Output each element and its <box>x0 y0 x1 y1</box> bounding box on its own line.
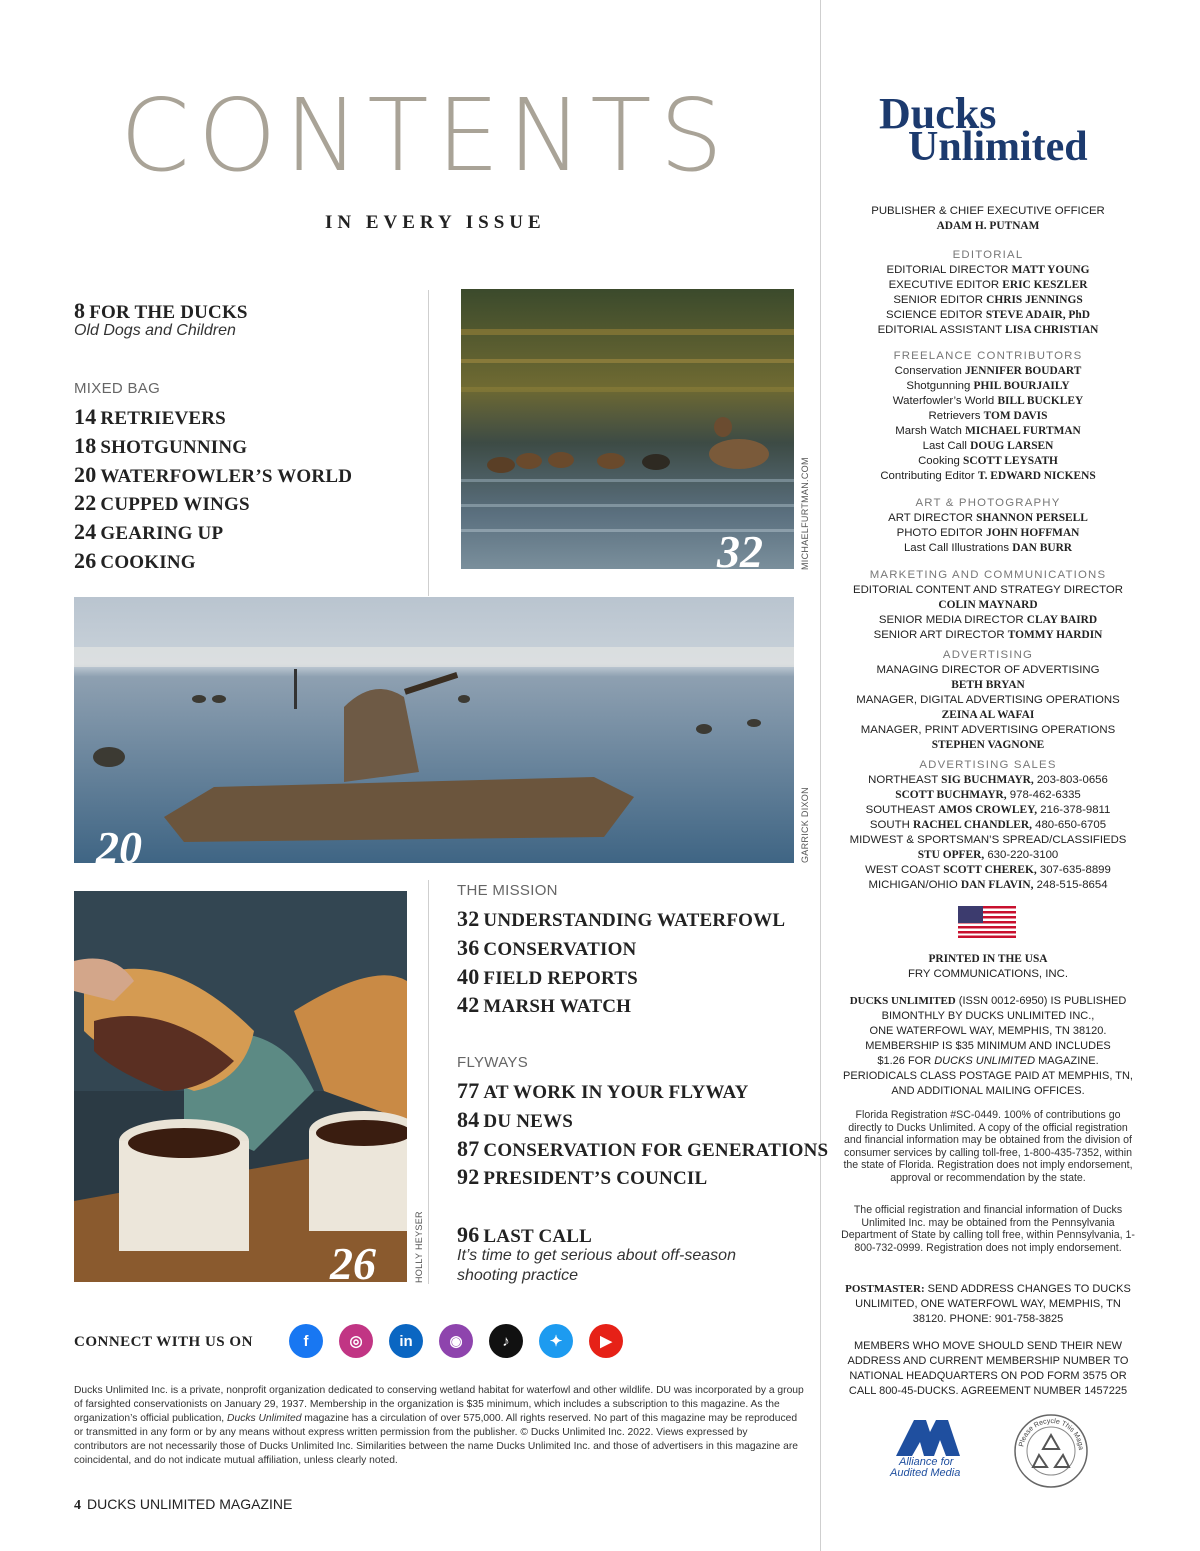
masthead-name: MATT YOUNG <box>1011 264 1090 276</box>
pub-line: AND ADDITIONAL MAILING OFFICES. <box>891 1085 1085 1097</box>
toc-page-number: 92 <box>457 1164 480 1190</box>
toc-title: SHOTGUNNING <box>100 436 248 458</box>
pub-line: $1.26 FOR <box>877 1055 935 1067</box>
photo-credit: HOLLY HEYSER <box>414 1211 424 1283</box>
members-notice: MEMBERS WHO MOVE SHOULD SEND THEIR NEW ADDRESS AND CURRENT MEMBERSHIP NUMBER TO NATIONAL HEADQUARTERS ON POD FORM 3575 OR CALL 800-45-DUCKS. AGREEMENT NUMBER 1457225 <box>847 1340 1129 1397</box>
masthead-role: PHOTO EDITOR <box>896 527 987 539</box>
postmaster-notice <box>838 1282 1138 1327</box>
toc-item[interactable] <box>457 1078 749 1104</box>
toc-title: COOKING <box>100 552 196 573</box>
photo-page-number: 26 <box>330 1238 376 1282</box>
masthead-role: MANAGER, DIGITAL ADVERTISING OPERATIONS <box>856 694 1120 706</box>
toc-item[interactable] <box>457 1136 828 1162</box>
masthead-role: SENIOR ART DIRECTOR <box>873 629 1008 641</box>
masthead-entry <box>838 424 1138 439</box>
sales-name: SCOTT CHEREK, <box>943 864 1037 876</box>
toc-item[interactable] <box>74 404 226 430</box>
recycle-text: Please Recycle This Maga <box>1018 1417 1085 1451</box>
masthead-entry <box>838 409 1138 424</box>
instagram-icon[interactable]: ◎ <box>339 1324 373 1358</box>
tiktok-icon[interactable]: ♪ <box>489 1324 523 1358</box>
masthead-heading: EDITORIAL <box>952 249 1024 261</box>
toc-subtitle: Old Dogs and Children <box>74 322 236 339</box>
sales-name: STU OPFER, <box>917 849 985 861</box>
masthead-name: BETH BRYAN <box>951 679 1025 691</box>
masthead-name: ZEINA AL WAFAI <box>941 709 1035 721</box>
twitter-icon[interactable]: ✦ <box>539 1324 573 1358</box>
toc-page-number: 24 <box>74 519 97 545</box>
folio-label: DUCKS UNLIMITED MAGAZINE <box>87 1496 293 1512</box>
toc-page-number: 36 <box>457 934 480 960</box>
photo-credit: GARRICK DIXON <box>800 787 810 863</box>
sales-phone: 978-462-6335 <box>1006 789 1081 801</box>
masthead-role: EDITORIAL DIRECTOR <box>886 264 1012 276</box>
masthead-name: DAN BURR <box>1012 542 1073 554</box>
masthead-role: Last Call <box>922 440 971 452</box>
masthead-role: EXECUTIVE EDITOR <box>888 279 1003 291</box>
sales-region: SOUTHEAST <box>865 804 939 816</box>
masthead-editorial <box>838 248 1138 338</box>
toc-page-number: 96 <box>457 1222 480 1247</box>
sales-region: WEST COAST <box>865 864 944 876</box>
masthead-heading: ADVERTISING SALES <box>919 759 1057 771</box>
linkedin-icon[interactable]: in <box>389 1324 423 1358</box>
section-label-the-mission: THE MISSION <box>457 882 558 899</box>
masthead-publisher <box>838 204 1138 234</box>
masthead-entry <box>838 526 1138 541</box>
toc-title: CUPPED WINGS <box>100 494 250 516</box>
toc-item[interactable] <box>457 1107 573 1133</box>
photo-credit: MICHAELFURTMAN.COM <box>800 457 810 570</box>
toc-title: LAST CALL <box>483 1226 593 1247</box>
toc-page-number: 26 <box>74 548 97 573</box>
sales-phone: 307-635-8899 <box>1036 864 1111 876</box>
toc-title: PRESIDENT’S COUNCIL <box>483 1168 708 1190</box>
toc-title: CONSERVATION <box>483 938 637 960</box>
toc-subtitle: It’s time to get serious about off-season <box>457 1247 736 1264</box>
toc-item[interactable] <box>74 548 196 574</box>
masthead-role: Contributing Editor <box>880 470 978 482</box>
masthead-entry <box>838 628 1138 643</box>
sales-name: DAN FLAVIN, <box>960 879 1034 891</box>
page-folio <box>74 1496 292 1514</box>
masthead-role: Marsh Watch <box>895 425 966 437</box>
pennsylvania-registration: The official registration and financial information of Ducks Unlimited Inc. may be obtained from the Pennsylvania Department of State by calling toll free, within Pennsylvania, 1-800-732-0999. Registration does not imply endorsement. <box>841 1204 1135 1254</box>
toc-item[interactable] <box>457 906 785 932</box>
masthead-name: STEPHEN VAGNONE <box>931 739 1045 751</box>
recycle-seal-icon <box>1013 1413 1089 1489</box>
pub-line: MEMBERSHIP IS $35 MINIMUM AND INCLUDES <box>865 1040 1111 1052</box>
podcast-icon[interactable]: ◉ <box>439 1324 473 1358</box>
toc-title: MARSH WATCH <box>483 996 632 1018</box>
masthead-freelance <box>838 349 1138 484</box>
masthead-role: SCIENCE EDITOR <box>886 309 986 321</box>
toc-title: AT WORK IN YOUR FLYWAY <box>483 1082 749 1103</box>
masthead-entry <box>838 541 1138 556</box>
toc-page-number: 77 <box>457 1078 480 1103</box>
folio-number: 4 <box>74 1498 81 1513</box>
du-logo-line1: Ducks <box>879 89 997 138</box>
masthead-heading: MARKETING AND COMMUNICATIONS <box>869 569 1107 581</box>
toc-page-number: 84 <box>457 1106 480 1132</box>
masthead-name: JENNIFER BOUDART <box>964 365 1082 377</box>
toc-page-number: 20 <box>74 461 97 487</box>
masthead-role: SENIOR EDITOR <box>893 294 987 306</box>
masthead-entry <box>838 308 1138 323</box>
photo-page-number: 20 <box>96 822 142 863</box>
toc-item[interactable] <box>74 519 223 545</box>
masthead-sales <box>838 758 1138 893</box>
toc-page-number: 40 <box>457 963 480 989</box>
postmaster-text: SEND ADDRESS CHANGES TO DUCKS UNLIMITED, ONE WATERFOWL WAY, MEMPHIS, TN 38120. PHONE: 901-758-3825 <box>855 1283 1131 1325</box>
sales-region: NORTHEAST <box>868 774 942 786</box>
masthead-entry <box>838 454 1138 469</box>
sales-phone: 216-378-9811 <box>1037 804 1111 816</box>
masthead-name: ADAM H. PUTNAM <box>936 220 1040 232</box>
masthead-role: EDITORIAL ASSISTANT <box>877 324 1006 336</box>
masthead-entry <box>838 323 1138 338</box>
masthead-name: STEVE ADAIR, PhD <box>985 309 1090 321</box>
masthead-name: TOMMY HARDIN <box>1007 629 1103 641</box>
aam-text-line2: Audited Media <box>890 1467 961 1479</box>
toc-item[interactable] <box>457 992 631 1018</box>
masthead-name: BILL BUCKLEY <box>997 395 1084 407</box>
masthead-name: SHANNON PERSELL <box>976 512 1088 524</box>
printed-info <box>838 952 1138 982</box>
sales-entry <box>838 803 1138 818</box>
masthead-advertising <box>838 648 1138 753</box>
masthead-role: Cooking <box>918 455 964 467</box>
masthead-name: CHRIS JENNINGS <box>986 294 1083 306</box>
toc-page-number: 42 <box>457 992 480 1018</box>
aam-logo-icon <box>896 1420 960 1456</box>
toc-page-number: 22 <box>74 490 97 516</box>
sales-entry <box>838 788 1138 803</box>
masthead-role: SENIOR MEDIA DIRECTOR <box>878 614 1027 626</box>
publication-statement <box>838 994 1138 1099</box>
sales-phone: 630-220-3100 <box>984 849 1059 861</box>
masthead-heading: ART & PHOTOGRAPHY <box>915 497 1061 509</box>
legal-notice <box>74 1384 804 1468</box>
masthead-heading: ADVERTISING <box>942 649 1034 661</box>
legal-text: magazine has a circulation of over 575,000. All rights reserved. No part of this magazine may be reproduced or transmitted in any form or by any means without express written permission from the publisher. © Ducks Unlimited Inc. 2022. Views expressed by contributors are not necessarily those of Ducks Unlimited Inc. Similarities between the name Ducks Unlimited Inc. and those of advertisers in this magazine are coincidental, and do not indicate mutual affiliation, unless clearly noted. <box>74 1413 798 1466</box>
toc-title: GEARING UP <box>100 523 224 545</box>
sales-entry <box>838 863 1138 878</box>
toc-item-for-the-ducks[interactable] <box>74 298 248 324</box>
toc-subtitle: shooting practice <box>457 1267 578 1284</box>
masthead-name: JOHN HOFFMAN <box>986 527 1080 539</box>
masthead-name: SCOTT LEYSATH <box>963 455 1058 467</box>
toc-divider <box>428 880 429 1284</box>
masthead-role: PUBLISHER & CHIEF EXECUTIVE OFFICER <box>871 205 1105 217</box>
sales-name: SCOTT BUCHMAYR, <box>895 789 1007 801</box>
sales-entry <box>838 773 1138 788</box>
toc-title: FIELD REPORTS <box>483 967 638 989</box>
masthead-name: TOM DAVIS <box>983 410 1048 422</box>
youtube-icon[interactable]: ▶ <box>589 1324 623 1358</box>
toc-page-number: 32 <box>457 906 480 931</box>
toc-page-number: 87 <box>457 1135 480 1161</box>
toc-title: UNDERSTANDING WATERFOWL <box>483 910 786 931</box>
masthead-role: Waterfowler’s World <box>892 395 998 407</box>
masthead-entry <box>838 511 1138 526</box>
pub-line: ONE WATERFOWL WAY, MEMPHIS, TN 38120. <box>869 1025 1107 1037</box>
section-subtitle: IN EVERY ISSUE <box>325 212 546 233</box>
masthead-role: Last Call Illustrations <box>903 542 1013 554</box>
masthead-entry <box>838 364 1138 379</box>
masthead-marketing <box>838 568 1138 643</box>
sales-entry <box>838 878 1138 893</box>
du-logo-line2: Unlimited <box>908 124 1088 170</box>
toc-item[interactable] <box>457 964 638 990</box>
masthead-name: PHIL BOURJAILY <box>973 380 1070 392</box>
section-label-flyways: FLYWAYS <box>457 1054 528 1071</box>
masthead-role: ART DIRECTOR <box>888 512 977 524</box>
toc-divider <box>428 290 429 596</box>
masthead-role: EDITORIAL CONTENT AND STRATEGY DIRECTOR <box>852 584 1124 596</box>
sales-name: RACHEL CHANDLER, <box>912 819 1032 831</box>
pub-emphasis: DUCKS UNLIMITED <box>934 1055 1036 1067</box>
pub-name: DUCKS UNLIMITED <box>849 995 956 1007</box>
section-label-mixed-bag: MIXED BAG <box>74 380 161 397</box>
masthead-entry <box>838 469 1138 484</box>
sales-name: SIG BUCHMAYR, <box>941 774 1034 786</box>
hunter-photo <box>74 597 794 863</box>
masthead-role: MANAGER, PRINT ADVERTISING OPERATIONS <box>860 724 1116 736</box>
masthead-heading: FREELANCE CONTRIBUTORS <box>893 350 1083 362</box>
masthead-entry <box>838 379 1138 394</box>
sales-entry <box>838 848 1138 863</box>
toc-title: CONSERVATION FOR GENERATIONS <box>483 1139 829 1161</box>
toc-title: FOR THE DUCKS <box>89 302 248 323</box>
food-photo <box>74 891 407 1282</box>
legal-text: Ducks Unlimited Inc. is a private, nonprofit organization dedicated to conserving wetland habitat for waterfowl and other wildlife. DU was incorporated by a group of farsighted conservationists on January 29, 1937. Membership in the organization is $35 minimum, which includes a subscription to this magazine. As the organization’s official publication, <box>74 1385 804 1424</box>
facebook-icon[interactable]: f <box>289 1324 323 1358</box>
florida-registration: Florida Registration #SC-0449. 100% of contributions go directly to Ducks Unlimited. A copy of the official registration and financial information may be obtained from the division of consumer services by calling toll-free, 1-800-435-7352, within the state of Florida. Registration does not imply endorsement, approval or recommendation by the state. <box>843 1109 1133 1184</box>
duck-photo <box>461 289 794 569</box>
sales-name: AMOS CROWLEY, <box>938 804 1038 816</box>
pub-line: (ISSN 0012-6950) IS PUBLISHED <box>955 995 1127 1007</box>
toc-item[interactable] <box>457 935 636 961</box>
us-flag-icon <box>958 906 1016 938</box>
sales-region: MIDWEST & SPORTSMAN’S SPREAD/CLASSIFIEDS <box>849 834 1127 846</box>
sales-region: SOUTH <box>869 819 913 831</box>
masthead-name: DOUG LARSEN <box>970 440 1054 452</box>
masthead-role: MANAGING DIRECTOR OF ADVERTISING <box>876 664 1100 676</box>
masthead-role: Retrievers <box>928 410 984 422</box>
sales-phone: 203-803-0656 <box>1033 774 1108 786</box>
masthead-entry <box>838 278 1138 293</box>
toc-page-number: 8 <box>74 298 86 323</box>
toc-item[interactable] <box>74 462 352 488</box>
aam-text-line1: Alliance for <box>899 1456 954 1468</box>
masthead-name: T. EDWARD NICKENS <box>977 470 1096 482</box>
toc-title: DU NEWS <box>483 1110 573 1132</box>
toc-page-number: 18 <box>74 432 97 458</box>
masthead-role: Shotgunning <box>906 380 974 392</box>
toc-title: RETRIEVERS <box>100 408 226 429</box>
masthead-entry <box>838 439 1138 454</box>
column-divider <box>820 0 821 1551</box>
pub-line: PERIODICALS CLASS POSTAGE PAID AT MEMPHIS, TN, <box>843 1070 1133 1082</box>
page-title: CONTENTS <box>120 77 731 194</box>
printed-label: PRINTED IN THE USA <box>928 953 1048 965</box>
pub-line: BIMONTHLY BY DUCKS UNLIMITED INC., <box>881 1010 1095 1022</box>
masthead-name: COLIN MAYNARD <box>938 599 1038 611</box>
toc-page-number: 14 <box>74 404 97 429</box>
connect-label: CONNECT WITH US ON <box>74 1334 253 1350</box>
toc-item[interactable] <box>74 490 250 516</box>
postmaster-label: POSTMASTER: <box>845 1283 925 1295</box>
toc-title: WATERFOWLER’S WORLD <box>100 465 353 487</box>
masthead-name: CLAY BAIRD <box>1026 614 1098 626</box>
masthead-entry <box>838 613 1138 628</box>
masthead-entry <box>838 263 1138 278</box>
toc-item-last-call[interactable] <box>457 1222 592 1248</box>
masthead-name: ERIC KESZLER <box>1002 279 1088 291</box>
printer-name: FRY COMMUNICATIONS, INC. <box>907 968 1069 980</box>
sales-region: MICHIGAN/OHIO <box>868 879 961 891</box>
sales-phone: 248-515-8654 <box>1033 879 1108 891</box>
sales-phone: 480-650-6705 <box>1031 819 1107 831</box>
masthead-entry <box>838 293 1138 308</box>
sales-entry <box>838 833 1138 848</box>
sales-entry <box>838 818 1138 833</box>
toc-item[interactable] <box>74 433 247 459</box>
svg-text:Please Recycle This Magazine <box>1013 1413 1084 1450</box>
masthead-art <box>838 496 1138 556</box>
masthead-name: MICHAEL FURTMAN <box>965 425 1081 437</box>
pub-line: MAGAZINE. <box>1035 1055 1099 1067</box>
masthead-name: LISA CHRISTIAN <box>1005 324 1099 336</box>
masthead-role: Conservation <box>894 365 965 377</box>
legal-emphasis: Ducks Unlimited <box>227 1413 302 1424</box>
masthead-entry <box>838 394 1138 409</box>
toc-item[interactable] <box>457 1164 707 1190</box>
photo-page-number: 32 <box>717 526 763 569</box>
